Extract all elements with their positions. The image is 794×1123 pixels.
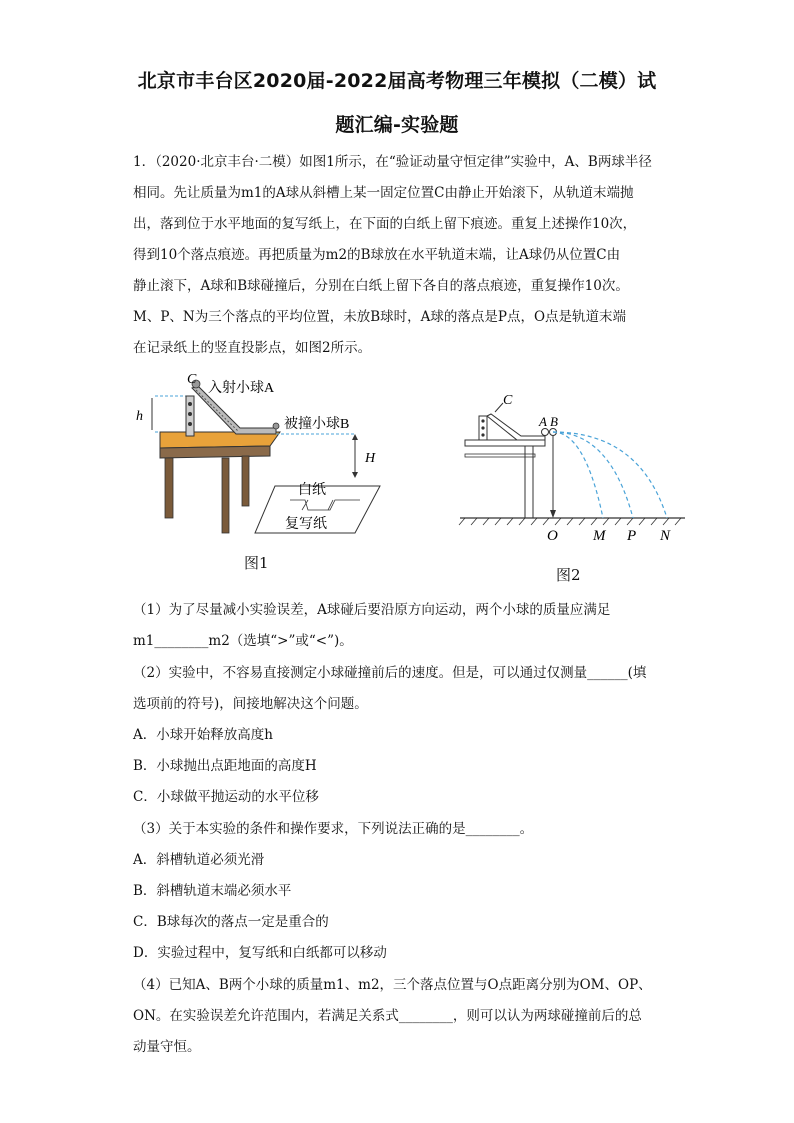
fig1-label-target: 被撞小球B	[284, 417, 350, 432]
stem-line-4: 得到10个落点痕迹。再把质量为m2的B球放在水平轨道末端，让A球仍从位置C由	[133, 247, 621, 263]
fig2-label-ab: A B	[539, 414, 558, 429]
fig1-label-incident: 入射小球A	[208, 381, 275, 396]
part3-option-a: A．斜槽轨道必须光滑	[133, 852, 265, 868]
fig1-label-H: H	[365, 451, 376, 466]
part3-question: （3）关于本实验的条件和操作要求，下列说法正确的是________。	[133, 821, 534, 837]
stem-line-7: 在记录纸上的竖直投影点，如图2所示。	[133, 340, 372, 356]
part1-line-1: （1）为了尽量减小实验误差，A球碰后要沿原方向运动，两个小球的质量应满足	[133, 602, 611, 618]
fig2-label-p: P	[627, 528, 637, 544]
fig2-label-m: M	[593, 528, 606, 544]
figure-1-caption: 图1	[244, 554, 269, 572]
stem-line-3: 出，落到位于水平地面的复写纸上，在下面的白纸上留下痕迹。重复上述操作10次，	[133, 216, 637, 232]
part2-option-a: A．小球开始释放高度h	[133, 727, 273, 743]
figure-1-apparatus	[130, 368, 400, 573]
stem-line-6: M、P、N为三个落点的平均位置，未放B球时，A球的落点是P点，O点是轨道末端	[133, 309, 627, 325]
fig2-label-n: N	[660, 528, 671, 544]
part3-option-c: C．B球每次的落点一定是重合的	[133, 914, 329, 930]
fig2-label-o: O	[547, 528, 558, 544]
part3-option-d: D．实验过程中，复写纸和白纸都可以移动	[133, 945, 387, 961]
stem-line-2: 相同。先让质量为m1的A球从斜槽上某一固定位置C由静止开始滚下，从轨道末端抛	[133, 185, 634, 201]
part2-line-2: 选项前的符号)，间接地解决这个问题。	[133, 696, 368, 712]
fig1-label-c: C	[187, 372, 197, 387]
fig2-label-c: C	[503, 393, 513, 408]
stem-line-1: 1．（2020·北京丰台·二模）如图1所示，在“验证动量守恒定律”实验中，A、B两球半径	[133, 154, 652, 170]
part4-line-1: （4）已知A、B两个小球的质量m1、m2，三个落点位置与O点距离分别为OM、OP、	[133, 977, 652, 993]
fig1-label-carbon-paper: 复写纸	[285, 517, 327, 532]
figure-2-caption: 图2	[556, 566, 581, 584]
part2-option-b: B．小球抛出点距地面的高度H	[133, 758, 317, 774]
part4-line-2: ON。在实验误差允许范围内，若满足关系式________，则可以认为两球碰撞前后的总	[133, 1008, 642, 1024]
page-title-line1: 北京市丰台区2020届-2022届高考物理三年模拟（二模）试	[137, 70, 657, 92]
page-title-line2: 题汇编-实验题	[335, 114, 459, 136]
part4-line-3: 动量守恒。	[133, 1039, 201, 1055]
fig1-label-white-paper: 白纸	[298, 483, 326, 498]
part2-line-1: （2）实验中，不容易直接测定小球碰撞前后的速度。但是，可以通过仅测量______(填	[133, 665, 647, 681]
part3-option-b: B．斜槽轨道末端必须水平	[133, 883, 292, 899]
fig1-label-h: h	[136, 409, 143, 424]
stem-line-5: 静止滚下，A球和B球碰撞后，分别在白纸上留下各自的落点痕迹，重复操作10次。	[133, 278, 629, 294]
figure-2-diagram	[455, 388, 695, 548]
part1-line-2: m1________m2（选填“>”或“<”)。	[133, 633, 353, 649]
part2-option-c: C．小球做平抛运动的水平位移	[133, 789, 319, 805]
